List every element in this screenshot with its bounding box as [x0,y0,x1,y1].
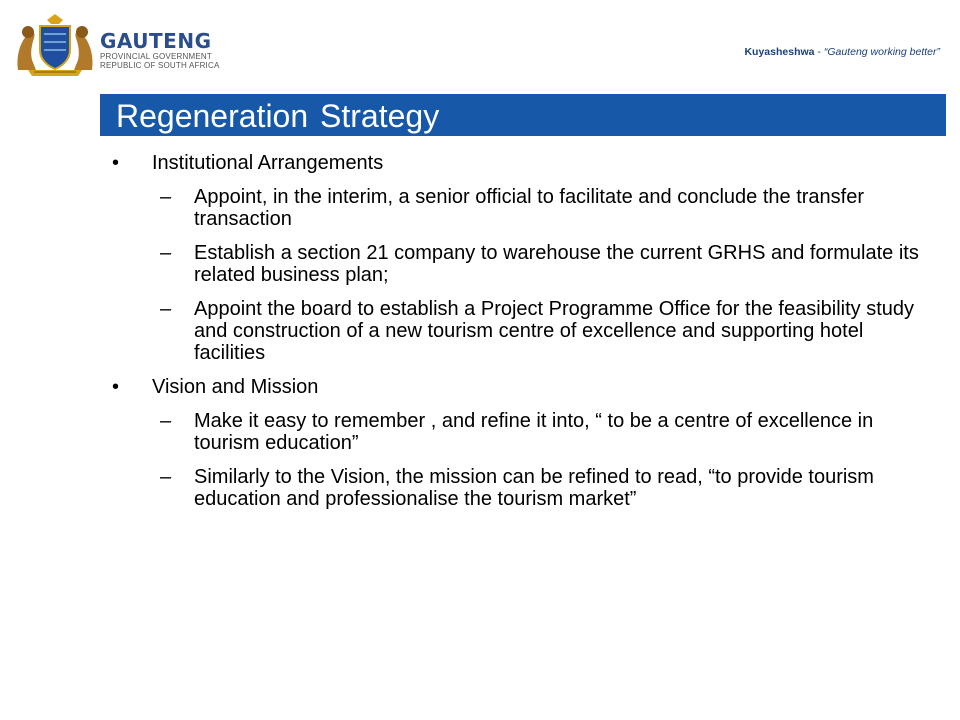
slide-title: Regeneration Strategy [116,98,440,134]
sub-bullet-text: Establish a section 21 company to warehouse the current GRHS and formulate its related business plan; [194,242,919,286]
bullet-icon: • [112,152,120,174]
sub-bullet-text: Appoint, in the interim, a senior official to facilitate and conclude the transfer transaction [194,186,865,230]
tagline-brand: Kuyasheshwa [744,46,815,58]
sub-bullet-text: Make it easy to remember , and refine it into, “ to be a centre of excellence in tourism education” [194,410,874,454]
bullet-icon: • [112,376,120,398]
sub-bullet-item [112,186,932,230]
header-tagline [744,46,940,58]
dash-icon: – [160,186,172,208]
bullet-heading: Vision and Mission [152,376,319,398]
dash-icon: – [160,410,172,432]
logo-subtitle-line2: REPUBLIC OF SOUTH AFRICA [100,61,220,70]
sub-bullet-item [112,466,932,510]
bullet-item [112,152,932,174]
gauteng-coat-of-arms-icon [14,12,96,78]
slide-body [112,152,932,522]
dash-icon: – [160,466,172,488]
sub-bullet-text: Appoint the board to establish a Project Programme Office for the feasibility study and construction of a new tourism centre of excellence and supporting hotel facilities [194,298,914,364]
sub-bullet-item [112,410,932,454]
sub-bullet-text: Similarly to the Vision, the mission can be refined to read, “to provide tourism education and professionalise the tourism market” [194,466,874,510]
tagline-quote: “Gauteng working better” [823,46,940,58]
dash-icon: – [160,242,172,264]
logo-name: GAUTENG [100,29,212,53]
gauteng-logo-text [100,30,219,70]
logo-subtitle-line1: PROVINCIAL GOVERNMENT [100,52,212,61]
sub-bullet-item [112,298,932,364]
sub-bullet-item [112,242,932,286]
slide-header [0,0,960,90]
dash-icon: – [160,298,172,320]
title-bar [100,94,946,136]
tagline-separator: - [814,46,824,58]
bullet-item [112,376,932,398]
bullet-heading: Institutional Arrangements [152,152,384,174]
